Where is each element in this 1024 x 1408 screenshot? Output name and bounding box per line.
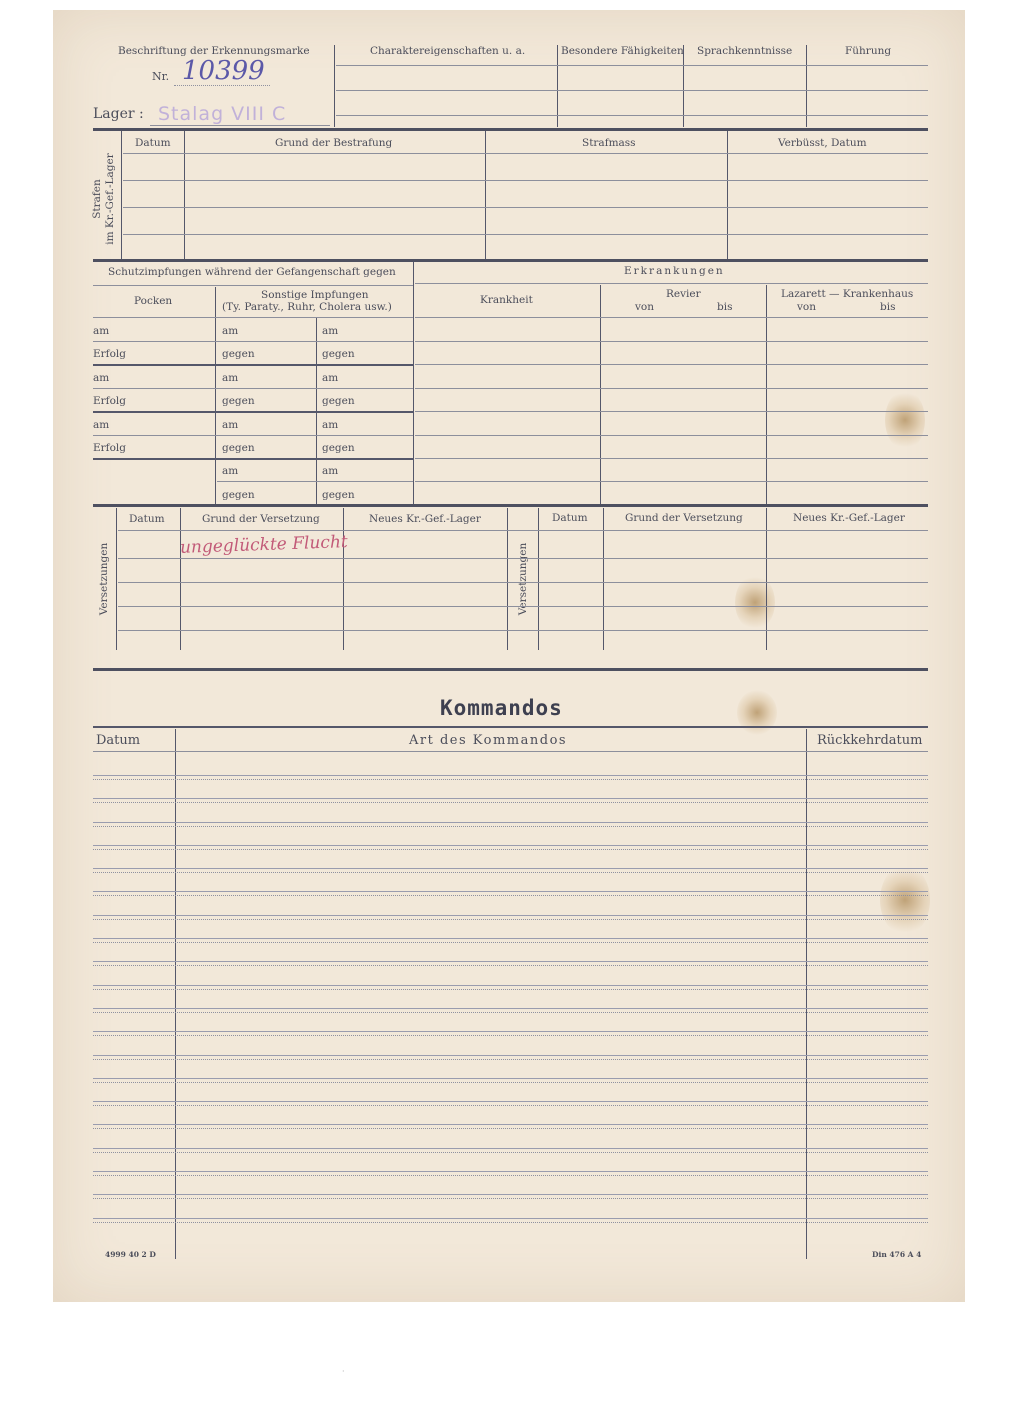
versetz-col-datum: Datum: [129, 513, 165, 525]
impfungen-title: Schutzimpfungen während der Gefangenschaft gegen: [108, 266, 396, 278]
pocken-erfolg-2: Erfolg: [93, 395, 126, 407]
sonstige-gegen: gegen: [222, 442, 255, 454]
strafen-side-label-1: Strafen: [91, 179, 103, 219]
nr-value: 10399: [182, 56, 265, 86]
kommandos-row-dotted: [93, 1222, 928, 1223]
kommandos-row-line: [93, 915, 928, 916]
section-rule: [93, 128, 928, 131]
impf-erkr-divider: [413, 262, 414, 504]
footer-right-code: Din 476 A 4: [872, 1250, 922, 1259]
versetzungen-side-label-left: Versetzungen: [98, 542, 110, 616]
strafen-side-label-2: im Kr.-Gef.-Lager: [104, 153, 116, 245]
kommandos-row-line: [93, 938, 928, 939]
kommandos-top-rule: [93, 726, 928, 728]
strafen-col-verbuesst: Verbüsst, Datum: [778, 137, 867, 149]
kommandos-row-line: [93, 822, 928, 823]
impf-title-line: [93, 285, 413, 286]
stain: [885, 390, 925, 450]
kommandos-row-dotted: [93, 895, 928, 896]
erkr-title-line: [415, 283, 928, 284]
kommandos-row-dotted: [93, 1035, 928, 1036]
impf-row-line: [93, 435, 413, 436]
col-sprachen: Sprachkenntnisse: [697, 45, 793, 57]
strafen-divider: [121, 131, 122, 259]
stain: [880, 865, 930, 935]
kommandos-col-art: Art des Kommandos: [409, 733, 568, 748]
erkr-row-line: [415, 411, 928, 412]
col-sonstige-1: Sonstige Impfungen: [261, 289, 369, 301]
versetz-divider: [116, 508, 117, 650]
kommandos-row-dotted: [93, 1082, 928, 1083]
kommandos-row-line: [93, 891, 928, 892]
kommandos-row-line: [93, 1194, 928, 1195]
lazarett-von: von: [797, 301, 817, 313]
kommandos-row-dotted: [93, 1059, 928, 1060]
sonstige-gegen: gegen: [222, 348, 255, 360]
revier-von: von: [635, 301, 655, 313]
kommandos-header-line: [93, 751, 928, 752]
kommandos-divider: [806, 729, 807, 1259]
kommandos-row-dotted: [93, 965, 928, 966]
kommandos-row-dotted: [93, 1105, 928, 1106]
kommandos-row-line: [93, 961, 928, 962]
versetz-col-grund-2: Grund der Versetzung: [625, 512, 743, 524]
strafen-col-grund: Grund der Bestrafung: [275, 137, 393, 149]
sonstige2-gegen: gegen: [322, 395, 355, 407]
strafen-divider: [184, 131, 185, 259]
sonstige-am: am: [222, 419, 239, 431]
col-fuehrung: Führung: [845, 45, 892, 57]
erkrankungen-title: Erkrankungen: [624, 265, 725, 277]
sonstige-am: am: [222, 372, 239, 384]
lazarett-bis: bis: [880, 301, 896, 313]
erkr-row-line: [415, 364, 928, 365]
kommandos-row-line: [93, 1101, 928, 1102]
impf-row-line: [93, 388, 413, 389]
kommandos-row-dotted: [93, 1128, 928, 1129]
erkr-row-line: [415, 435, 928, 436]
kommandos-row-line: [93, 1148, 928, 1149]
lager-label: Lager :: [93, 106, 144, 122]
versetz-row-line: [118, 558, 928, 559]
kommandos-row-dotted: [93, 989, 928, 990]
kommandos-row-dotted: [93, 1175, 928, 1176]
form-sheet: [53, 10, 965, 1302]
sonstige2-gegen: gegen: [322, 348, 355, 360]
kommandos-row-line: [93, 845, 928, 846]
sonstige-gegen: gegen: [222, 489, 255, 501]
erkr-header-line: [415, 317, 928, 318]
pocken-erfolg-1: Erfolg: [93, 348, 126, 360]
kommandos-col-datum: Datum: [96, 733, 141, 748]
impf-row-line: [93, 364, 413, 366]
kommandos-row-dotted: [93, 779, 928, 780]
nr-underline: [174, 85, 270, 86]
versetz-row-line: [118, 606, 928, 607]
impf-row-line: [217, 481, 413, 482]
stain: [735, 575, 775, 630]
kommandos-col-rueckkehr: Rückkehrdatum: [817, 733, 923, 748]
kommandos-row-line: [93, 1031, 928, 1032]
sonstige2-am: am: [322, 419, 339, 431]
pocken-am-1: am: [93, 325, 110, 337]
sonstige-am: am: [222, 465, 239, 477]
pocken-am-2: am: [93, 372, 110, 384]
erkr-row-line: [415, 341, 928, 342]
sonstige-am: am: [222, 325, 239, 337]
erkr-row-line: [415, 388, 928, 389]
strafen-row-line: [123, 180, 928, 181]
kommandos-row-dotted: [93, 919, 928, 920]
pocken-am-3: am: [93, 419, 110, 431]
erkr-row-line: [415, 481, 928, 482]
sonstige2-am: am: [322, 465, 339, 477]
versetz-row-line: [118, 630, 928, 631]
strafen-col-datum: Datum: [135, 137, 171, 149]
kommandos-row-line: [93, 798, 928, 799]
kommandos-row-line: [93, 1055, 928, 1056]
impf-row-line: [93, 458, 413, 460]
lager-stamp: Stalag VIII C: [158, 103, 287, 125]
nr-label: Nr.: [152, 70, 170, 83]
kommandos-title: Kommandos: [440, 696, 563, 720]
kommandos-divider: [175, 729, 176, 1259]
strafen-row-line: [123, 234, 928, 235]
kommandos-row-line: [93, 1008, 928, 1009]
impf-row-line: [93, 341, 413, 342]
col-pocken: Pocken: [134, 295, 173, 307]
sonstige2-gegen: gegen: [322, 489, 355, 501]
sonstige-gegen: gegen: [222, 395, 255, 407]
kommandos-row-line: [93, 1218, 928, 1219]
versetz-row-line: [118, 530, 928, 531]
lager-underline: [150, 125, 330, 126]
kommandos-row-line: [93, 775, 928, 776]
header-divider: [334, 45, 335, 127]
col-lazarett: Lazarett — Krankenhaus: [781, 288, 914, 300]
strafen-row-line: [123, 207, 928, 208]
versetz-entry-grund: ungeglückte Flucht: [179, 532, 349, 558]
strafen-divider: [727, 131, 728, 259]
versetz-col-grund: Grund der Versetzung: [202, 513, 320, 525]
kommandos-row-dotted: [93, 802, 928, 803]
kommandos-row-dotted: [93, 1012, 928, 1013]
kommandos-row-line: [93, 1171, 928, 1172]
kommandos-row-dotted: [93, 826, 928, 827]
kommandos-row-dotted: [93, 1152, 928, 1153]
section-rule: [93, 668, 928, 671]
col-charakter: Charaktereigenschaften u. a.: [370, 45, 526, 57]
strafen-divider: [485, 131, 486, 259]
strafen-col-strafmass: Strafmass: [582, 137, 636, 149]
header-row-line: [336, 65, 928, 66]
sonstige2-gegen: gegen: [322, 442, 355, 454]
impf-header-line: [93, 317, 413, 318]
col-krankheit: Krankheit: [480, 294, 533, 306]
col-sonstige-2: (Ty. Paraty., Ruhr, Cholera usw.): [222, 301, 392, 313]
sonstige2-am: am: [322, 325, 339, 337]
stain: [737, 690, 777, 735]
kommandos-row-line: [93, 1124, 928, 1125]
header-row-line: [336, 90, 928, 91]
section-rule: [93, 259, 928, 262]
versetz-col-lager: Neues Kr.-Gef.-Lager: [369, 513, 481, 525]
versetz-col-datum-2: Datum: [552, 512, 588, 524]
pocken-erfolg-3: Erfolg: [93, 442, 126, 454]
kommandos-row-line: [93, 1078, 928, 1079]
col-revier: Revier: [666, 288, 701, 300]
versetzungen-side-label-right: Versetzungen: [517, 542, 529, 616]
impf-row-line: [93, 411, 413, 413]
footer-left-code: 4999 40 2 D: [105, 1250, 156, 1259]
revier-bis: bis: [717, 301, 733, 313]
col-faehigkeiten: Besondere Fähigkeiten: [561, 45, 684, 57]
kommandos-row-dotted: [93, 872, 928, 873]
kommandos-row-dotted: [93, 942, 928, 943]
kommandos-row-line: [93, 868, 928, 869]
sonstige2-am: am: [322, 372, 339, 384]
impf-divider: [215, 287, 216, 504]
section-rule: [93, 504, 928, 507]
erkr-row-line: [415, 458, 928, 459]
strafen-row-line: [123, 153, 928, 154]
versetz-row-line: [118, 582, 928, 583]
kommandos-row-dotted: [93, 849, 928, 850]
header-row-line: [336, 115, 928, 116]
versetz-col-lager-2: Neues Kr.-Gef.-Lager: [793, 512, 905, 524]
kommandos-row-line: [93, 985, 928, 986]
stray-mark: ·: [342, 1367, 345, 1376]
kommandos-row-dotted: [93, 1198, 928, 1199]
erkennungsmarke-label: Beschriftung der Erkennungsmarke: [118, 45, 310, 57]
strafen-side-label: [91, 149, 117, 249]
